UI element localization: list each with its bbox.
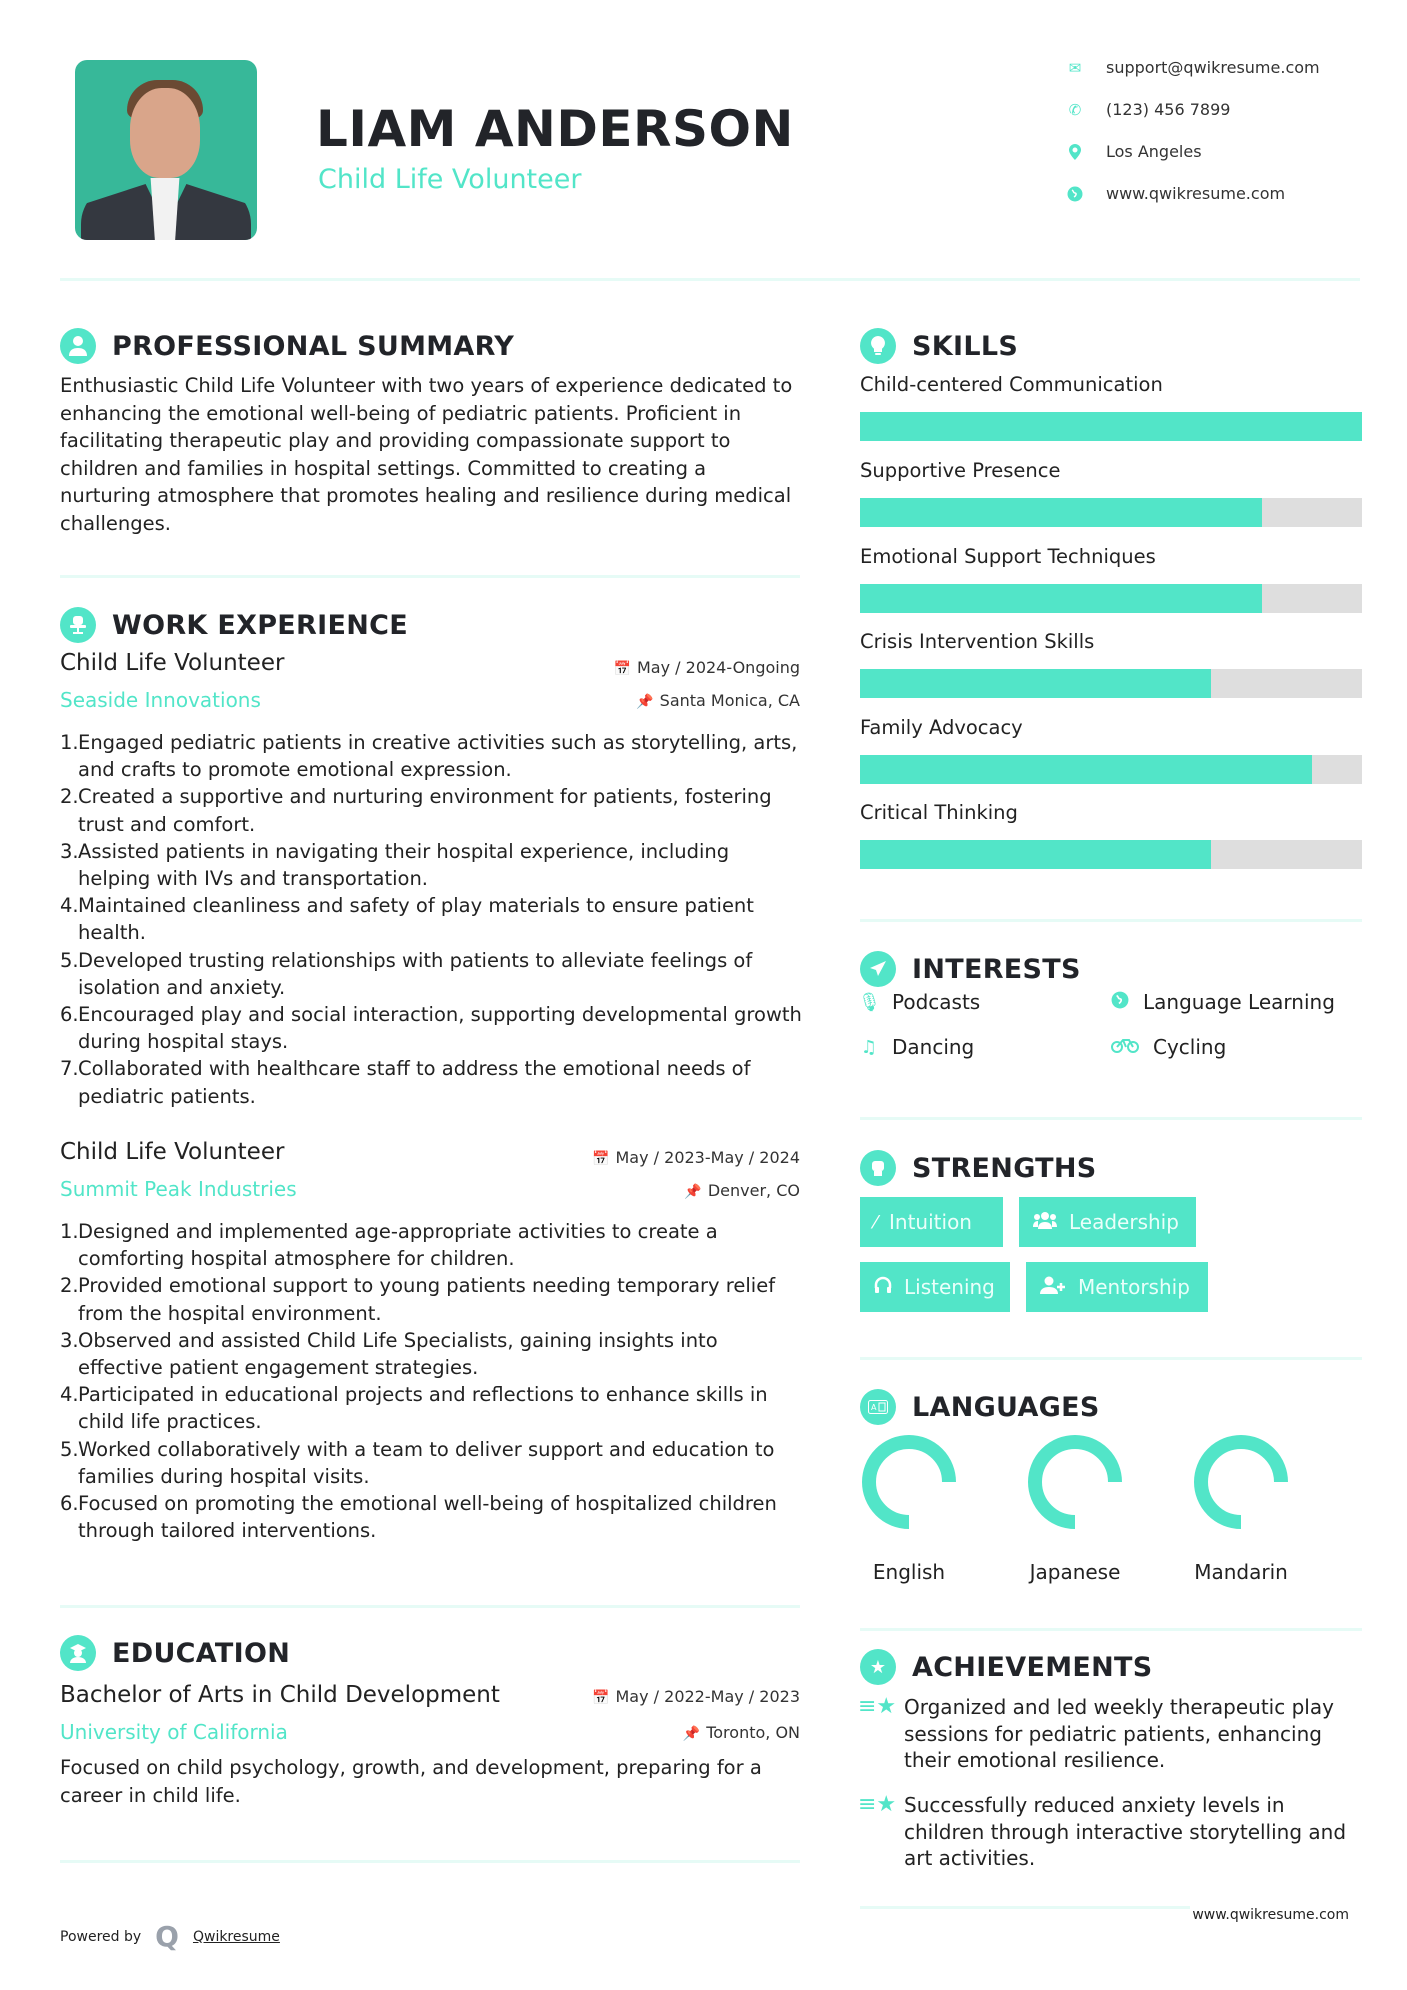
achievement-item: ≡★ Organized and led weekly therapeutic play sessions for pediatric patients, enhancing their emotional resilience.	[858, 1694, 1334, 1772]
paper-plane-icon	[860, 951, 896, 987]
duty-item: 7. Collaborated with healthcare staff to address the emotional needs of pediatric patients.	[60, 1057, 751, 1108]
skill-bar	[860, 584, 1362, 613]
music-icon: ♫	[860, 1036, 878, 1058]
strengths-heading: STRENGTHS	[860, 1150, 1097, 1186]
strength-chip: ⁄ Intuition	[860, 1197, 1003, 1247]
skill-bar	[860, 498, 1362, 527]
skill-item: Supportive Presence	[860, 459, 1362, 527]
footer-website[interactable]: www.qwikresume.com	[1192, 1907, 1349, 1923]
job-company: Summit Peak Industries	[60, 1177, 297, 1201]
svg-text:A: A	[871, 1403, 877, 1412]
divider	[860, 1117, 1362, 1120]
chair-icon	[60, 607, 96, 643]
duty-item: 5. Worked collaboratively with a team to deliver support and education to families during hospital visits.	[60, 1437, 775, 1488]
language-level-ring	[859, 1432, 959, 1532]
pushpin-icon: 📌	[636, 694, 654, 710]
microphone-icon: 🎙︎	[858, 991, 881, 1013]
shooting-star-icon: ≡★	[858, 1792, 897, 1817]
duty-item: 4. Participated in educational projects and reflections to enhance skills in child life practices.	[60, 1383, 768, 1434]
user-plus-icon	[1040, 1276, 1066, 1299]
job-location: 📌 Santa Monica, CA	[636, 691, 800, 710]
skill-bar	[860, 840, 1362, 869]
envelope-icon: ✉	[1068, 58, 1082, 77]
candidate-role: Child Life Volunteer	[318, 164, 582, 195]
star-icon: ★	[860, 1649, 896, 1685]
translate-icon	[860, 1389, 896, 1425]
duty-item: 1. Designed and implemented age-appropriate activities to create a comforting hospital atmosphere for children.	[60, 1220, 718, 1271]
calendar-icon: 📅	[592, 1151, 610, 1167]
language-item: Japanese	[1010, 1432, 1140, 1584]
duty-item: 4. Maintained cleanliness and safety of play materials to ensure patient health.	[60, 894, 754, 945]
duty-item: 2. Created a supportive and nurturing environment for patients, fostering trust and comfort.	[60, 785, 772, 836]
duty-item: 1. Engaged pediatric patients in creative activities such as storytelling, arts, and crafts to promote emotional expression.	[60, 731, 798, 782]
divider	[60, 1860, 800, 1863]
lightbulb-icon	[860, 328, 896, 364]
skill-bar	[860, 755, 1362, 784]
divider	[860, 919, 1362, 922]
pushpin-icon: 📌	[684, 1184, 702, 1200]
language-item: Mandarin	[1176, 1432, 1306, 1584]
language-level-ring	[1025, 1432, 1125, 1532]
experience-heading: WORK EXPERIENCE	[60, 607, 408, 643]
qwikresume-logo-icon: Q	[155, 1920, 179, 1953]
job-location: 📌 Denver, CO	[684, 1181, 800, 1200]
job-dates: 📅 May / 2023-May / 2024	[592, 1148, 800, 1167]
summary-heading: PROFESSIONAL SUMMARY	[60, 328, 514, 364]
magic-wand-icon: ⁄	[874, 1211, 878, 1233]
contact-email[interactable]: ✉ support@qwikresume.com	[1066, 58, 1320, 77]
job-title: Child Life Volunteer	[60, 1139, 285, 1165]
candidate-name: LIAM ANDERSON	[316, 100, 794, 158]
contact-website[interactable]: www.qwikresume.com	[1066, 184, 1285, 203]
interest-item: Language Learning	[1109, 990, 1335, 1014]
skills-heading: SKILLS	[860, 328, 1018, 364]
profile-photo	[75, 60, 257, 240]
divider	[860, 1906, 1190, 1909]
powered-by: Powered by Q Qwikresume	[60, 1920, 280, 1953]
skill-item: Crisis Intervention Skills	[860, 630, 1362, 698]
divider	[60, 1605, 800, 1608]
skill-item: Critical Thinking	[860, 801, 1362, 869]
job-duties	[60, 1218, 805, 1544]
interest-item: 🎙︎ Podcasts	[858, 990, 981, 1014]
skill-item: Family Advocacy	[860, 716, 1362, 784]
shooting-star-icon: ≡★	[858, 1694, 897, 1719]
map-pin-icon	[1066, 143, 1084, 161]
header-divider	[60, 278, 1360, 281]
globe-icon	[1109, 991, 1131, 1014]
qwikresume-link[interactable]: Qwikresume	[192, 1928, 280, 1945]
divider	[860, 1357, 1362, 1360]
skill-item: Child-centered Communication	[860, 373, 1362, 441]
education-description: Focused on child psychology, growth, and development, preparing for a career in child life.	[60, 1756, 762, 1807]
job-title: Child Life Volunteer	[60, 650, 285, 676]
strength-chip: Leadership	[1019, 1197, 1196, 1247]
divider	[860, 1628, 1362, 1631]
graduate-icon	[60, 1635, 96, 1671]
degree-title: Bachelor of Arts in Child Development	[60, 1682, 500, 1708]
languages-heading: A LANGUAGES	[860, 1389, 1100, 1425]
duty-item: 6. Focused on promoting the emotional well-being of hospitalized children through tailored interventions.	[60, 1492, 777, 1543]
phone-icon: ✆	[1068, 100, 1082, 119]
headphones-icon	[874, 1276, 892, 1299]
duty-item: 6. Encouraged play and social interaction, supporting developmental growth during hospital stays.	[60, 1003, 802, 1054]
divider	[60, 575, 800, 578]
interests-heading: INTERESTS	[860, 951, 1081, 987]
interest-item: ♫ Dancing	[858, 1035, 974, 1059]
summary-text: Enthusiastic Child Life Volunteer with two years of experience dedicated to enhancing the emotional well-being of pediatric patients. Proficient in facilitating therapeutic play and providing compassionate support to children and families in hospital settings. Committed to creating a nurturing atmosphere that promotes healing and resilience during medical challenges.	[60, 374, 793, 535]
strength-chip: Mentorship	[1026, 1262, 1208, 1312]
users-icon	[1033, 1211, 1057, 1234]
education-dates: 📅 May / 2022-May / 2023	[592, 1687, 800, 1706]
education-location: 📌 Toronto, ON	[682, 1723, 800, 1742]
calendar-icon: 📅	[613, 661, 631, 677]
achievements-heading: ★ ACHIEVEMENTS	[860, 1649, 1153, 1685]
skill-bar	[860, 669, 1362, 698]
language-level-ring	[1191, 1432, 1291, 1532]
duty-item: 2. Provided emotional support to young patients needing temporary relief from the hospital environment.	[60, 1274, 776, 1325]
strength-chip: Listening	[860, 1262, 1010, 1312]
duty-item: 5. Developed trusting relationships with patients to alleviate feelings of isolation and anxiety.	[60, 948, 753, 999]
interest-item: Cycling	[1109, 1035, 1226, 1059]
calendar-icon: 📅	[592, 1690, 610, 1706]
job-duties	[60, 729, 805, 1110]
pushpin-icon: 📌	[682, 1726, 701, 1742]
fist-icon	[860, 1150, 896, 1186]
contact-phone[interactable]: ✆ (123) 456 7899	[1066, 100, 1230, 119]
skill-bar	[860, 412, 1362, 441]
contact-location: Los Angeles	[1066, 142, 1202, 161]
language-item: English	[844, 1432, 974, 1584]
skill-item: Emotional Support Techniques	[860, 545, 1362, 613]
user-icon	[60, 328, 96, 364]
education-heading: EDUCATION	[60, 1635, 290, 1671]
globe-icon	[1066, 185, 1084, 203]
bicycle-icon	[1109, 1037, 1141, 1058]
job-company: Seaside Innovations	[60, 688, 261, 712]
school-name: University of California	[60, 1720, 288, 1744]
duty-item: 3. Observed and assisted Child Life Specialists, gaining insights into effective patient engagement strategies.	[60, 1328, 718, 1380]
job-dates: 📅 May / 2024-Ongoing	[613, 658, 800, 677]
duty-item: 3. Assisted patients in navigating their hospital experience, including helping with IVs and transportation.	[60, 839, 730, 891]
achievement-item: ≡★ Successfully reduced anxiety levels in children through interactive storytelling and art activities.	[858, 1792, 1347, 1870]
